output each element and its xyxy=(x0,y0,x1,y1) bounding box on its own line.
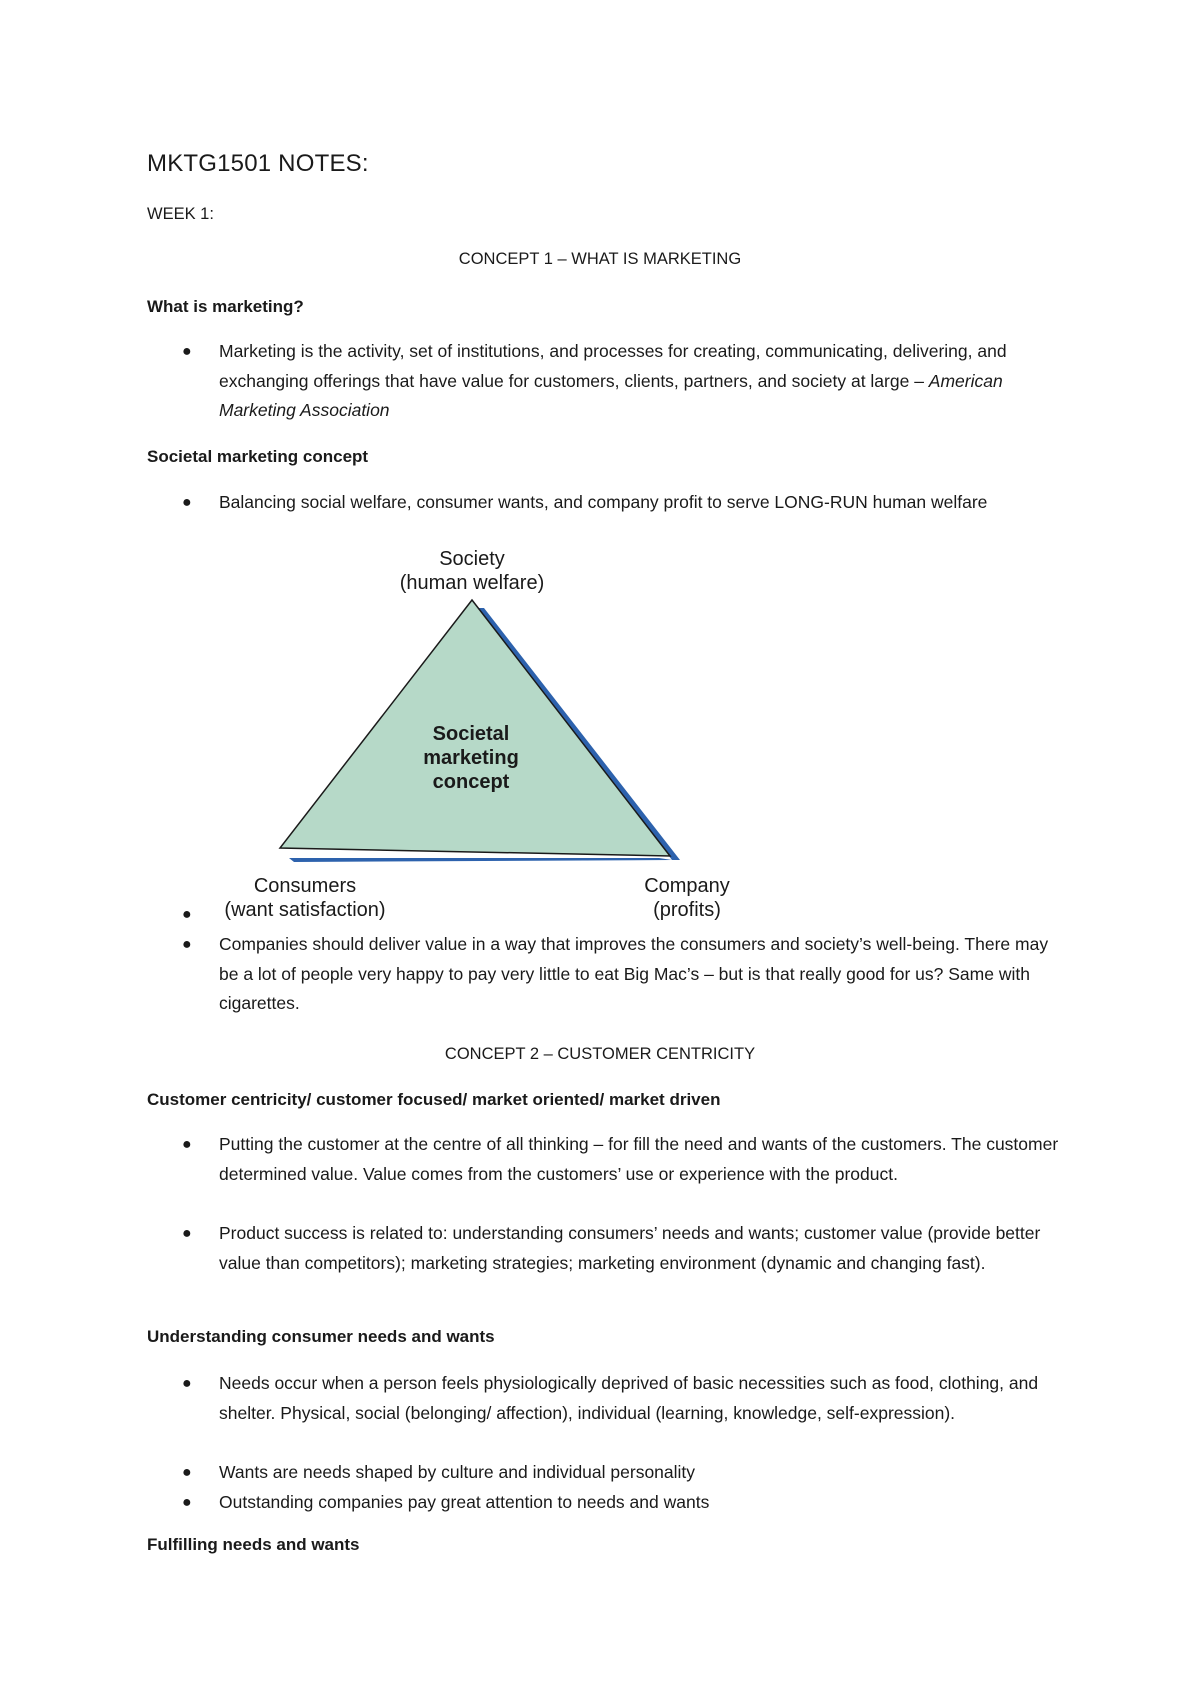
bullet-text: Balancing social welfare, consumer wants, and company profit to serve LONG-RUN human welfare xyxy=(219,492,988,512)
consumers-sublabel: (want satisfaction) xyxy=(224,899,386,921)
triangle-diagram-svg xyxy=(200,540,760,940)
list-item xyxy=(147,1219,1067,1278)
center-label-line-1: Societal xyxy=(432,723,510,745)
bullet-icon: ● xyxy=(182,1225,192,1242)
list-item xyxy=(147,930,1067,1019)
society-sublabel: (human welfare) xyxy=(399,572,545,594)
section-heading-needs-and-wants: Understanding consumer needs and wants xyxy=(147,1327,495,1346)
societal-marketing-diagram xyxy=(200,540,760,940)
bullet-icon: ● xyxy=(182,936,192,953)
bullet-text: Product success is related to: understanding consumers’ needs and wants; customer value (provide better value than competitors); marketing strategies; marketing environment (dynamic and changing fast). xyxy=(219,1223,1041,1273)
bullet-text: Companies should deliver value in a way that improves the consumers and society’s well-being. There may be a lot of people very happy to pay very little to eat Big Mac’s – but is that really good for us? Same with cigarettes. xyxy=(219,934,1049,1013)
company-sublabel: (profits) xyxy=(653,899,721,921)
concept-1-heading: CONCEPT 1 – WHAT IS MARKETING xyxy=(458,250,742,268)
consumers-label: Consumers xyxy=(253,875,357,897)
bullet-icon: ● xyxy=(182,1494,192,1511)
bullet-text: Needs occur when a person feels physiologically deprived of basic necessities such as food, clothing, and shelter. Physical, social (belonging/ affection), individual (learning, knowledge, self-expression). xyxy=(219,1373,1039,1423)
page-title: MKTG1501 NOTES: xyxy=(147,150,369,177)
citation-source: American Marketing Association xyxy=(219,370,1003,420)
triangle-shadow-base xyxy=(289,858,672,862)
section-heading-what-is-marketing: What is marketing? xyxy=(147,297,304,316)
bullet-text: Putting the customer at the centre of all thinking – for fill the need and wants of the customers. The customer determined value. Value comes from the customers’ use or experience with the product. xyxy=(219,1134,1059,1184)
bullet-icon: ● xyxy=(182,1464,192,1481)
list-item xyxy=(147,337,1067,426)
week-label: WEEK 1: xyxy=(147,205,214,223)
list-item xyxy=(147,1130,1067,1189)
bullet-icon: ● xyxy=(182,906,192,923)
list-item xyxy=(147,488,1067,518)
bullet-icon: ● xyxy=(182,1375,192,1392)
bullet-icon: ● xyxy=(182,343,192,360)
section-heading-customer-centricity: Customer centricity/ customer focused/ market oriented/ market driven xyxy=(147,1090,721,1109)
bullet-icon: ● xyxy=(182,1136,192,1153)
section-heading-fulfilling-needs: Fulfilling needs and wants xyxy=(147,1535,360,1554)
center-label-line-3: concept xyxy=(432,771,510,793)
list-item xyxy=(147,1458,1067,1488)
company-label: Company xyxy=(644,875,730,897)
bullet-text: Outstanding companies pay great attention to needs and wants xyxy=(219,1492,710,1512)
bullet-text: Wants are needs shaped by culture and individual personality xyxy=(219,1462,696,1482)
list-item xyxy=(147,1488,1067,1518)
society-label: Society xyxy=(439,548,505,570)
list-item xyxy=(147,1369,1067,1428)
center-label-line-2: marketing xyxy=(423,747,519,769)
section-heading-societal-marketing: Societal marketing concept xyxy=(147,447,369,466)
bullet-text: Marketing is the activity, set of institutions, and processes for creating, communicating, delivering, and exchanging offerings that have value for customers, clients, partners, and society at large – xyxy=(219,341,1007,391)
bullet-icon: ● xyxy=(182,494,192,511)
concept-2-heading: CONCEPT 2 – CUSTOMER CENTRICITY xyxy=(444,1045,756,1063)
